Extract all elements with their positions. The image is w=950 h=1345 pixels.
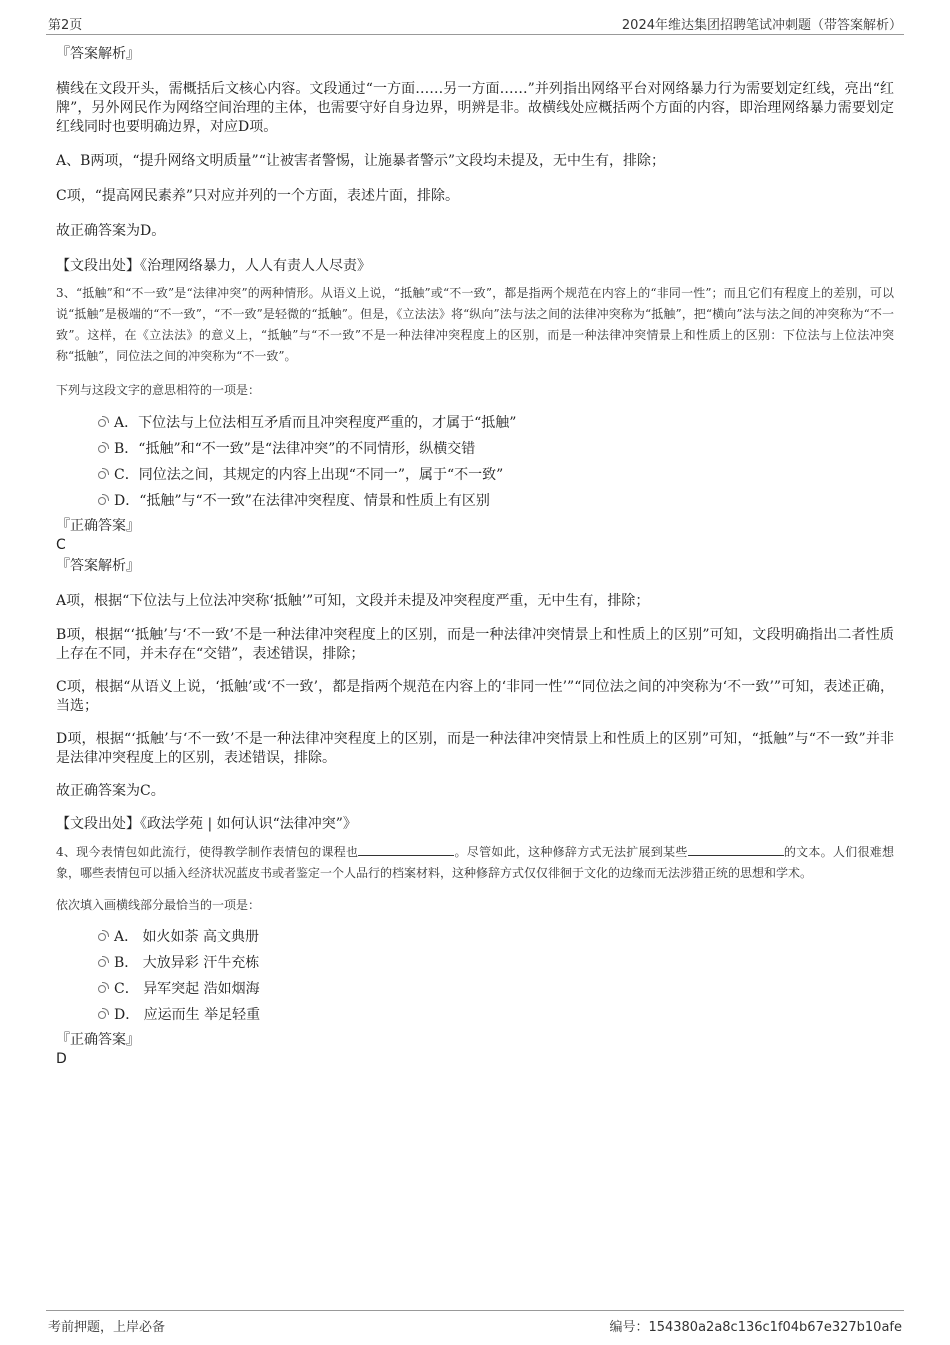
page-content (56, 44, 894, 1067)
q2-analysis-label: 『答案解析』 (56, 46, 140, 62)
q4-option-a[interactable]: A． 如火如荼 高文典册 (56, 924, 894, 950)
q3-source: 【文段出处】《政法学苑 | 如何认识“法律冲突”》 (56, 816, 357, 832)
q2-analysis-p3: C项，“提高网民素养”只对应并列的一个方面，表述片面，排除。 (56, 188, 460, 204)
page-footer (46, 1310, 904, 1336)
radio-icon[interactable] (98, 419, 106, 427)
q3-correct-label: 『正确答案』 (56, 518, 140, 534)
blank-line (688, 843, 784, 856)
radio-icon[interactable] (98, 985, 106, 993)
q4-stem: 4、现今表情包如此流行，使得教学制作表情包的课程也 。尽管如此，这种修辞方式无法扩展到某些 的文本。人们很难想象，哪些表情包可以插入经济状况蓝皮书或者鉴定一个人品行的档案材料，这种修辞方式仅仅徘徊于文化的边缘而无法涉猎正统的思想和学术。 (56, 845, 894, 880)
radio-icon[interactable] (98, 497, 106, 505)
radio-icon[interactable] (98, 445, 106, 453)
q2-conclusion: 故正确答案为D。 (56, 223, 166, 239)
page-header (46, 14, 904, 35)
q4-option-d[interactable]: D． 应运而生 举足轻重 (56, 1002, 894, 1028)
q3-analysis-label: 『答案解析』 (56, 558, 140, 574)
q3-option-a[interactable]: A．下位法与上位法相互矛盾而且冲突程度严重的，才属于“抵触” (56, 410, 894, 436)
q3-explain-c: C项，根据“从语义上说，‘抵触’或‘不一致’，都是指两个规范在内容上的‘非同一性’”“同位法之间的冲突称为‘不一致’”可知，表述正确，当选； (56, 679, 894, 714)
q3-explain-a: A项，根据“下位法与上位法冲突称‘抵触’”可知，文段并未提及冲突程度严重，无中生有，排除； (56, 593, 650, 609)
q3-option-d[interactable]: D．“抵触”与“不一致”在法律冲突程度、情景和性质上有区别 (56, 488, 894, 514)
q3-option-c[interactable]: C．同位法之间，其规定的内容上出现“不同一”，属于“不一致” (56, 462, 894, 488)
q3-options (56, 410, 894, 514)
q3-stem: 3、“抵触”和“不一致”是“法律冲突”的两种情形。从语义上说，“抵触”或“不一致”，都是指两个规范在内容上的“非同一性”；而且它们有程度上的差别，可以说“抵触”是极端的“不一致”，“不一致”是轻微的“抵触”。但是，《立法法》将“纵向”法与法之间的法律冲突称为“抵触”，把“横向”法与法之间的冲突称为“不一致”。这样，在《立法法》的意义上，“抵触”与“不一致”不是一种法律冲突程度上的区别，而是一种法律冲突情景上和性质上的区别：下位法与上位法冲突称“抵触”，同位法之间的冲突称为“不一致”。 (56, 286, 894, 363)
q3-correct-answer: C (56, 537, 66, 553)
page-number: 第2页 (48, 18, 83, 33)
radio-icon[interactable] (98, 959, 106, 967)
q3-option-b[interactable]: B．“抵触”和“不一致”是“法律冲突”的不同情形，纵横交错 (56, 436, 894, 462)
document-title: 2024年维达集团招聘笔试冲刺题（带答案解析） (621, 18, 902, 33)
blank-line (358, 843, 454, 856)
q4-option-b[interactable]: B． 大放异彩 汗牛充栋 (56, 950, 894, 976)
radio-icon[interactable] (98, 471, 106, 479)
q2-analysis-p1: 横线在文段开头，需概括后文核心内容。文段通过“一方面……另一方面……”并列指出网络平台对网络暴力行为需要划定红线，亮出“红牌”，另外网民作为网络空间治理的主体，也需要守好自身边界，明辨是非。故横线处应概括两个方面的内容，即治理网络暴力需要划定红线同时也要明确边界，对应D项。 (56, 81, 894, 135)
q4-prompt: 依次填入画横线部分最恰当的一项是： (56, 898, 261, 912)
document-code: 编号：154380a2a8c136c1f04b67e327b10afe (609, 1320, 902, 1335)
footer-slogan: 考前押题，上岸必备 (48, 1320, 166, 1335)
q4-option-c[interactable]: C． 异军突起 浩如烟海 (56, 976, 894, 1002)
q3-explain-d: D项，根据“‘抵触’与‘不一致’不是一种法律冲突程度上的区别，而是一种法律冲突情景上和性质上的区别”可知，“抵触”与“不一致”并非是法律冲突程度上的区别，表述错误，排除。 (56, 731, 894, 766)
q2-source: 【文段出处】《治理网络暴力，人人有责人人尽责》 (56, 258, 371, 274)
q4-correct-label: 『正确答案』 (56, 1032, 140, 1048)
q3-explain-b: B项，根据“‘抵触’与‘不一致’不是一种法律冲突程度上的区别，而是一种法律冲突情景上和性质上的区别”可知，文段明确指出二者性质上存在不同，并未存在“交错”，表述错误，排除； (56, 627, 894, 662)
radio-icon[interactable] (98, 1011, 106, 1019)
q4-options (56, 924, 894, 1028)
radio-icon[interactable] (98, 933, 106, 941)
q3-prompt: 下列与这段文字的意思相符的一项是： (56, 383, 261, 397)
q3-conclusion: 故正确答案为C。 (56, 783, 165, 799)
q2-analysis-p2: A、B两项，“提升网络文明质量”“让被害者警惕，让施暴者警示”文段均未提及，无中生有，排除； (56, 153, 666, 169)
q4-correct-answer: D (56, 1051, 67, 1067)
